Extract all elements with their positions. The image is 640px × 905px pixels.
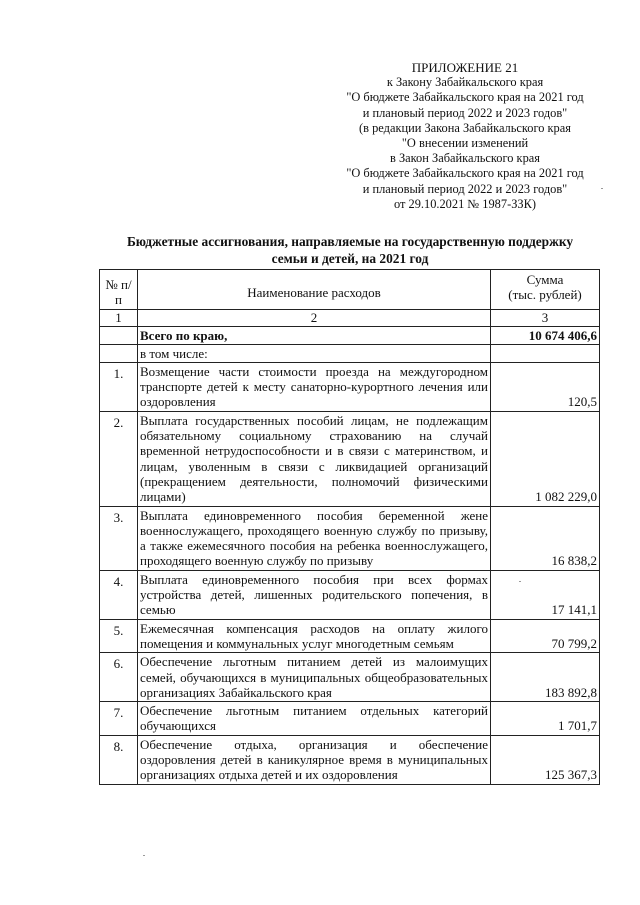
including-num bbox=[100, 344, 138, 362]
appendix-line: от 29.10.2021 № 1987-ЗЗК) bbox=[393, 196, 537, 211]
row-num: 2. bbox=[100, 411, 138, 506]
table-row bbox=[100, 702, 600, 736]
appendix-line: (в редакции Закона Забайкальского края bbox=[359, 120, 571, 135]
row-name: Выплата государственных пособий лицам, не подлежащим обязательному социальному страхованию на случай временной нетрудоспособности и в связи с материнством, и лицам, уволенным в связи с ликвидацией организаций (прекращением деятельности, полномочий физическими лицами) bbox=[138, 411, 491, 506]
including-row bbox=[100, 344, 600, 362]
row-num: 4. bbox=[100, 570, 138, 619]
row-num: 7. bbox=[100, 702, 138, 736]
document-title bbox=[100, 233, 600, 267]
total-row bbox=[100, 326, 600, 344]
row-name: Обеспечение льготным питанием отдельных категорий обучающихся bbox=[138, 702, 491, 736]
title-line-1: Бюджетные ассигнования, направляемые на государственную поддержку bbox=[126, 234, 574, 249]
table-row bbox=[100, 362, 600, 411]
row-amount: 70 799,2 bbox=[491, 619, 600, 653]
header-sum bbox=[491, 270, 600, 310]
table-row bbox=[100, 570, 600, 619]
appendix-line: к Закону Забайкальского края bbox=[386, 75, 544, 90]
row-num: 5. bbox=[100, 619, 138, 653]
header-sum-line1: Сумма bbox=[526, 272, 564, 287]
row-name: Ежемесячная компенсация расходов на оплату жилого помещения и коммунальных услуг многодетным семьям bbox=[138, 619, 491, 653]
index-cell: 2 bbox=[138, 309, 491, 326]
row-name: Обеспечение льготным питанием детей из малоимущих семей, обучающихся в муниципальных общеобразовательных организациях Забайкальского края bbox=[138, 653, 491, 702]
total-num bbox=[100, 326, 138, 344]
total-amount: 10 674 406,6 bbox=[491, 326, 600, 344]
row-amount: 17 141,1 bbox=[491, 570, 600, 619]
scan-speck bbox=[601, 188, 603, 189]
appendix-line: "О бюджете Забайкальского края на 2021 год bbox=[346, 90, 584, 105]
table-row bbox=[100, 735, 600, 784]
header-sum-line2: (тыс. рублей) bbox=[508, 287, 582, 302]
appendix-line: "О внесении изменений bbox=[401, 136, 529, 151]
appendix-line: в Закон Забайкальского края bbox=[390, 151, 540, 166]
row-amount: 120,5 bbox=[491, 362, 600, 411]
row-amount: 1 082 229,0 bbox=[491, 411, 600, 506]
appendix-line: "О бюджете Забайкальского края на 2021 год bbox=[346, 166, 584, 181]
header-num: № п/п bbox=[100, 270, 138, 310]
row-name: Выплата единовременного пособия при всех формах устройства детей, лишенных родительского попечения, в семью bbox=[138, 570, 491, 619]
including-amount bbox=[491, 344, 600, 362]
table-row bbox=[100, 506, 600, 570]
row-amount: 1 701,7 bbox=[491, 702, 600, 736]
table-row bbox=[100, 653, 600, 702]
scan-speck bbox=[519, 581, 521, 582]
row-name: Обеспечение отдыха, организация и обеспечение оздоровления детей в каникулярное время в муниципальных организациях отдыха детей и их оздоровления bbox=[138, 735, 491, 784]
row-num: 3. bbox=[100, 506, 138, 570]
title-line-2: семьи и детей, на 2021 год bbox=[271, 251, 429, 266]
row-name: Возмещение части стоимости проезда на междугородном транспорте детей к месту санаторно-курортного лечения или оздоровления bbox=[138, 362, 491, 411]
row-amount: 16 838,2 bbox=[491, 506, 600, 570]
table-row bbox=[100, 619, 600, 653]
table-index-row bbox=[100, 309, 600, 326]
appendix-header bbox=[340, 60, 590, 212]
table-row bbox=[100, 411, 600, 506]
row-name: Выплата единовременного пособия беременной жене военнослужащего, проходящего военную службу по призыву, а также ежемесячного пособия на ребенка военнослужащего, проходящего военную службу по призыву bbox=[138, 506, 491, 570]
appendix-title: ПРИЛОЖЕНИЕ 21 bbox=[411, 60, 519, 75]
row-amount: 183 892,8 bbox=[491, 653, 600, 702]
index-cell: 3 bbox=[491, 309, 600, 326]
budget-table bbox=[99, 269, 600, 785]
appendix-line: и плановый период 2022 и 2023 годов" bbox=[362, 105, 568, 120]
row-amount: 125 367,3 bbox=[491, 735, 600, 784]
row-num: 1. bbox=[100, 362, 138, 411]
table-header-row bbox=[100, 270, 600, 310]
including-label: в том числе: bbox=[138, 344, 491, 362]
total-label: Всего по краю, bbox=[138, 326, 491, 344]
row-num: 6. bbox=[100, 653, 138, 702]
row-num: 8. bbox=[100, 735, 138, 784]
header-name: Наименование расходов bbox=[138, 270, 491, 310]
scan-speck bbox=[143, 855, 145, 856]
index-cell: 1 bbox=[100, 309, 138, 326]
appendix-line: и плановый период 2022 и 2023 годов" bbox=[362, 181, 568, 196]
